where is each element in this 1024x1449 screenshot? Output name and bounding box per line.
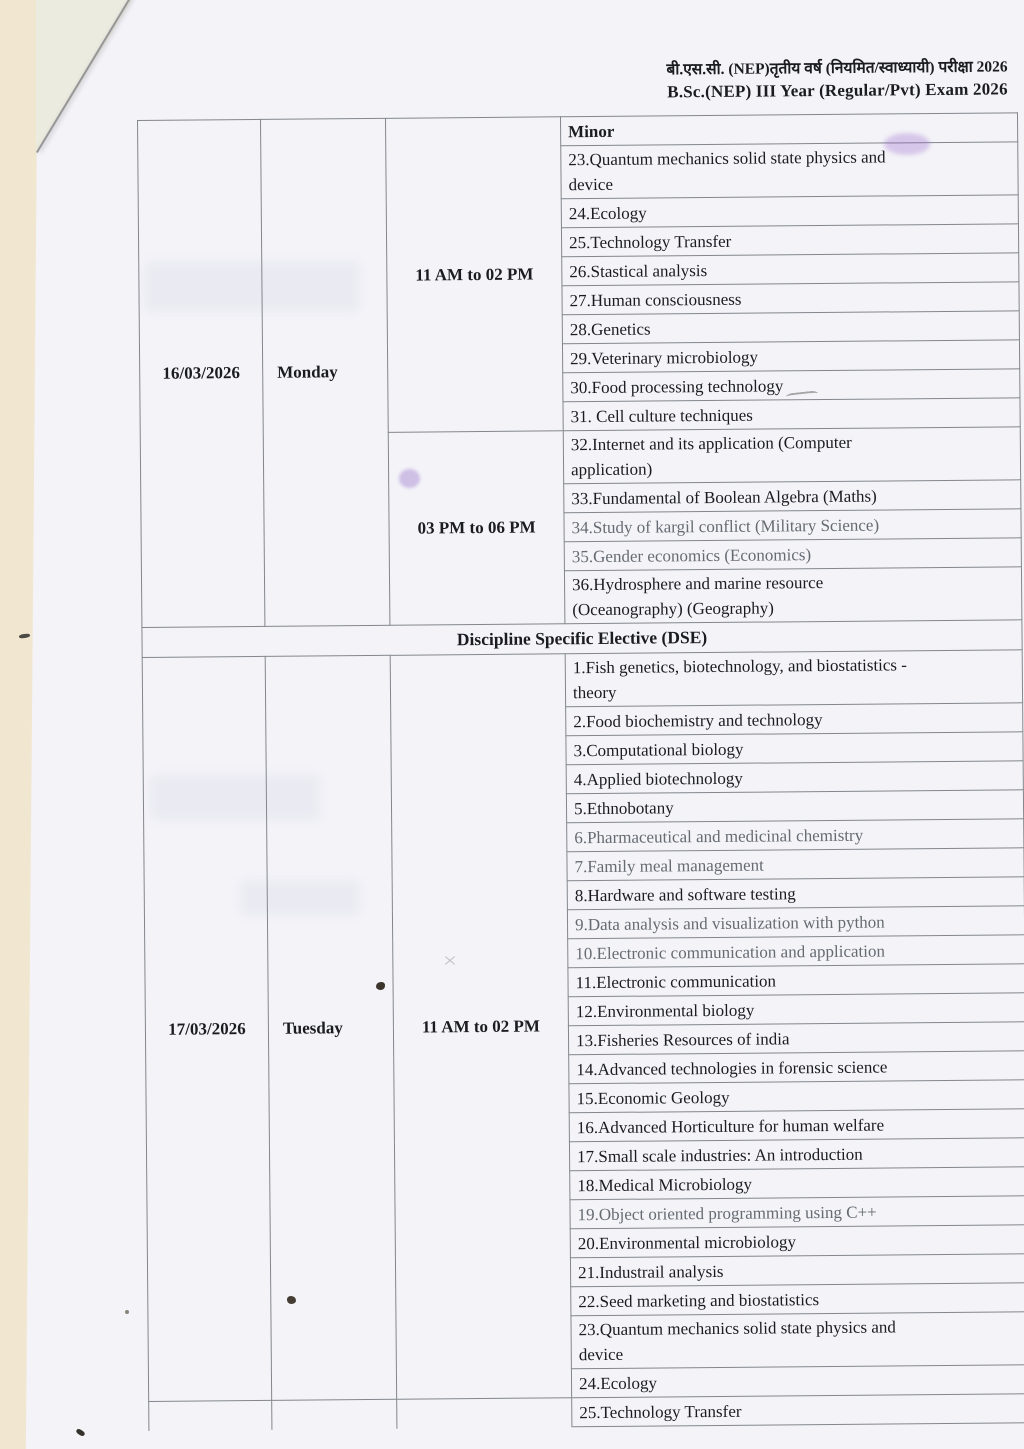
subject-cell: 21.Industrail analysis: [570, 1254, 1024, 1287]
subject-cell: 27.Human consciousness: [562, 282, 1019, 315]
ink-speck: [125, 1310, 129, 1314]
subject-cell: 2.Food biochemistry and technology: [566, 703, 1023, 736]
title-hindi: बी.एस.सी. (NEP)तृतीय वर्ष (नियमित/स्वाध्यायी) परीक्षा 2026: [666, 58, 1008, 79]
ink-speck: [376, 982, 385, 990]
day-cell: Monday: [260, 118, 389, 626]
subject-cell: 6.Pharmaceutical and medicinal chemistry: [567, 819, 1024, 852]
subject-cell: 32.Internet and its application (Computer application): [563, 427, 1020, 484]
subject-cell: 15.Economic Geology: [569, 1080, 1024, 1113]
subject-cell: 36.Hydrosphere and marine resource (Oceanography) (Geography): [564, 567, 1021, 624]
subject-cell: 16.Advanced Horticulture for human welfare: [569, 1109, 1024, 1142]
subject-cell: 23.Quantum mechanics solid state physics and device: [571, 1312, 1024, 1369]
clipped-date-cell: [149, 1400, 272, 1430]
group-label-cell: Minor: [560, 113, 1017, 146]
subject-cell: 5.Ethnobotany: [566, 790, 1023, 823]
subject-cell: 26.Stastical analysis: [562, 253, 1019, 286]
subject-cell: 20.Environmental microbiology: [570, 1225, 1024, 1258]
subject-cell: 1.Fish genetics, biotechnology, and biostatistics - theory: [565, 650, 1022, 707]
subject-cell: 4.Applied biotechnology: [566, 761, 1023, 794]
subject-cell: 35.Gender economics (Economics): [564, 538, 1021, 571]
subject-cell: 24.Ecology: [571, 1365, 1024, 1398]
subject-cell: 29.Veterinary microbiology: [562, 340, 1019, 373]
clipped-day-cell: [272, 1399, 397, 1429]
time-cell: 11 AM to 02 PM: [385, 117, 563, 433]
subject-cell: 13.Fisheries Resources of india: [568, 1022, 1024, 1055]
subject-cell: 19.Object oriented programming using C++: [570, 1196, 1024, 1229]
subject-cell: 8.Hardware and software testing: [567, 877, 1024, 910]
timetable-row: [142, 650, 1022, 711]
subject-cell: 33.Fundamental of Boolean Algebra (Maths): [564, 480, 1021, 513]
subject-cell: 7.Family meal management: [567, 848, 1024, 881]
subject-cell: 3.Computational biology: [566, 732, 1023, 765]
date-cell: 16/03/2026: [138, 119, 265, 627]
subject-cell: 9.Data analysis and visualization with python: [567, 906, 1024, 939]
subject-cell: 23.Quantum mechanics solid state physics and device: [561, 142, 1018, 199]
title-english: B.Sc.(NEP) III Year (Regular/Pvt) Exam 2026: [667, 79, 1008, 102]
timetable-body: [138, 113, 1024, 1431]
subject-cell: 30.Food processing technology: [563, 369, 1020, 402]
time-cell: 03 PM to 06 PM: [388, 431, 565, 626]
subject-cell: 18.Medical Microbiology: [570, 1167, 1024, 1200]
purple-ink-smudge: [884, 133, 930, 155]
subject-cell: 24.Ecology: [561, 195, 1018, 228]
day-cell: Tuesday: [265, 655, 396, 1400]
section-header-label: Discipline Specific Elective (DSE): [142, 620, 1022, 658]
date-cell: 17/03/2026: [142, 656, 271, 1401]
subject-cell: 28.Genetics: [562, 311, 1019, 344]
document-header: [666, 56, 1007, 103]
subject-cell: 25.Technology Transfer: [572, 1394, 1024, 1427]
subject-cell: 10.Electronic communication and application: [568, 935, 1024, 968]
subject-cell: 11.Electronic communication: [568, 964, 1024, 997]
subject-cell: 25.Technology Transfer: [561, 224, 1018, 257]
subject-cell: 17.Small scale industries: An introduction: [569, 1138, 1024, 1171]
subject-cell: 14.Advanced technologies in forensic science: [569, 1051, 1024, 1084]
ink-speck: [287, 1296, 296, 1304]
clipped-time-cell: [397, 1398, 572, 1429]
subject-cell: 34.Study of kargil conflict (Military Science): [564, 509, 1021, 542]
time-cell: 11 AM to 02 PM: [390, 654, 571, 1399]
subject-cell: 31. Cell culture techniques: [563, 398, 1020, 431]
exam-timetable: [137, 112, 1024, 1431]
faint-x-mark: [444, 955, 456, 967]
subject-cell: 22.Seed marketing and biostatistics: [571, 1283, 1024, 1316]
subject-cell: 12.Environmental biology: [568, 993, 1024, 1026]
purple-ink-smudge: [399, 469, 420, 488]
